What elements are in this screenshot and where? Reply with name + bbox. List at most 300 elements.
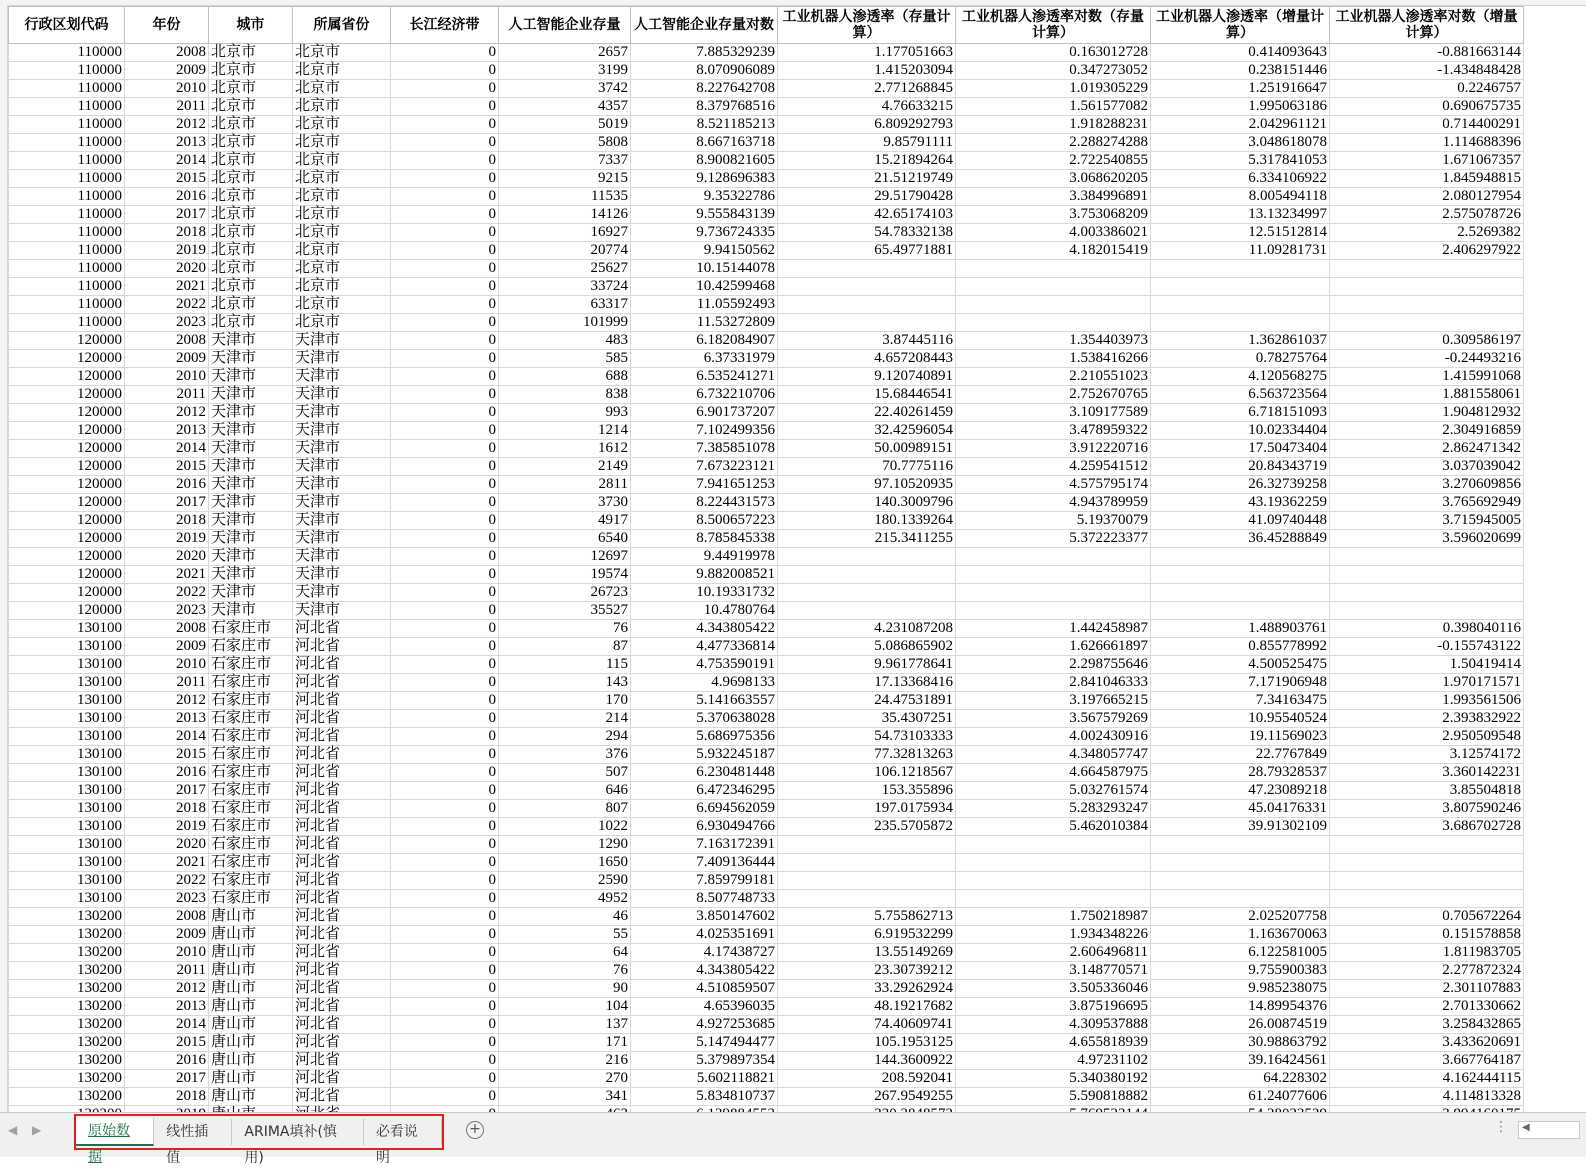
table-cell[interactable]: 1.019305229 [956,80,1151,98]
table-cell[interactable]: 115 [499,656,631,674]
table-cell[interactable]: 0 [391,1016,499,1034]
table-cell[interactable]: 河北省 [293,872,391,890]
table-cell[interactable]: 2011 [125,962,209,980]
table-cell[interactable]: 0.2246757 [1330,80,1524,98]
table-cell[interactable]: 2012 [125,116,209,134]
table-cell[interactable]: 1.993561506 [1330,692,1524,710]
table-cell[interactable]: 14.89954376 [1151,998,1330,1016]
table-cell[interactable]: 北京市 [293,98,391,116]
table-cell[interactable]: 130200 [9,962,125,980]
table-cell[interactable]: 0 [391,458,499,476]
table-cell[interactable]: 130100 [9,800,125,818]
table-cell[interactable]: 4.655818939 [956,1034,1151,1052]
table-cell[interactable]: 11535 [499,188,631,206]
table-cell[interactable]: 0 [391,998,499,1016]
table-cell[interactable]: 4.76633215 [778,98,956,116]
table-cell[interactable]: 天津市 [293,494,391,512]
table-cell[interactable]: 5.141663557 [631,692,778,710]
table-cell[interactable]: 河北省 [293,1070,391,1088]
table-cell[interactable]: 1.811983705 [1330,944,1524,962]
table-cell[interactable]: 天津市 [209,584,293,602]
table-cell[interactable]: 4.231087208 [778,620,956,638]
table-cell[interactable]: 153.355896 [778,782,956,800]
table-cell[interactable]: 0 [391,620,499,638]
column-header[interactable]: 工业机器人渗透率对数（增量计算） [1330,7,1524,44]
table-cell[interactable]: 2023 [125,890,209,908]
table-cell[interactable]: 4.309537888 [956,1016,1151,1034]
table-cell[interactable]: 河北省 [293,890,391,908]
table-cell[interactable]: 2011 [125,98,209,116]
table-cell[interactable]: 130100 [9,764,125,782]
table-cell[interactable]: 70.7775116 [778,458,956,476]
table-cell[interactable]: 8.224431573 [631,494,778,512]
table-cell[interactable]: 北京市 [293,116,391,134]
table-cell[interactable]: 110000 [9,80,125,98]
table-cell[interactable]: 14126 [499,206,631,224]
table-cell[interactable]: 2016 [125,188,209,206]
table-cell[interactable]: 0 [391,476,499,494]
table-cell[interactable]: 1.750218987 [956,908,1151,926]
table-cell[interactable]: 110000 [9,242,125,260]
table-cell[interactable]: 235.5705872 [778,818,956,836]
table-cell[interactable]: 天津市 [209,422,293,440]
table-cell[interactable]: 3.109177589 [956,404,1151,422]
table-cell[interactable]: 天津市 [293,332,391,350]
table-cell[interactable]: 5.147494477 [631,1034,778,1052]
table-cell[interactable]: 天津市 [293,422,391,440]
table-cell[interactable]: 130100 [9,620,125,638]
table-cell[interactable]: 2590 [499,872,631,890]
table-cell[interactable]: 3.686702728 [1330,818,1524,836]
table-cell[interactable]: 5.19370079 [956,512,1151,530]
table-cell[interactable]: 河北省 [293,944,391,962]
table-cell[interactable]: 2020 [125,548,209,566]
table-cell[interactable]: 4.003386021 [956,224,1151,242]
table-cell[interactable]: 河北省 [293,908,391,926]
table-cell[interactable]: 2019 [125,530,209,548]
table-cell[interactable]: 1.904812932 [1330,404,1524,422]
table-cell[interactable]: 北京市 [209,314,293,332]
table-cell[interactable]: 2009 [125,926,209,944]
table-cell[interactable]: 6.122581005 [1151,944,1330,962]
table-cell[interactable]: 5.370638028 [631,710,778,728]
table-cell[interactable]: 9.94150562 [631,242,778,260]
table-cell[interactable]: 2014 [125,440,209,458]
table-cell[interactable]: 1.177051663 [778,44,956,62]
table-cell[interactable]: 130100 [9,692,125,710]
table-cell[interactable]: 24.47531891 [778,692,956,710]
table-cell[interactable]: 10.19331732 [631,584,778,602]
table-cell[interactable] [1330,278,1524,296]
table-cell[interactable]: 7337 [499,152,631,170]
table-cell[interactable]: 2009 [125,350,209,368]
table-cell[interactable]: 105.1953125 [778,1034,956,1052]
table-cell[interactable]: 1.114688396 [1330,134,1524,152]
table-cell[interactable]: 2018 [125,224,209,242]
table-cell[interactable] [1151,584,1330,602]
table-cell[interactable]: -0.155743122 [1330,638,1524,656]
table-cell[interactable]: 0 [391,224,499,242]
column-header[interactable]: 工业机器人渗透率（增量计算） [1151,7,1330,44]
table-cell[interactable]: 267.9549255 [778,1088,956,1106]
table-cell[interactable]: 2013 [125,710,209,728]
table-cell[interactable]: 石家庄市 [209,854,293,872]
table-cell[interactable]: 0.163012728 [956,44,1151,62]
table-cell[interactable]: 石家庄市 [209,782,293,800]
table-cell[interactable]: 0 [391,944,499,962]
table-cell[interactable]: 2015 [125,458,209,476]
table-cell[interactable]: 5.755862713 [778,908,956,926]
table-cell[interactable]: 110000 [9,296,125,314]
table-cell[interactable]: 341 [499,1088,631,1106]
table-cell[interactable]: 130200 [9,1016,125,1034]
table-cell[interactable]: 3.505336046 [956,980,1151,998]
table-cell[interactable]: 45.04176331 [1151,800,1330,818]
table-cell[interactable]: 171 [499,1034,631,1052]
sheet-tab[interactable]: 原始数据 [76,1118,154,1146]
table-cell[interactable]: 5.686975356 [631,728,778,746]
table-cell[interactable]: 北京市 [293,44,391,62]
table-cell[interactable]: 河北省 [293,980,391,998]
table-cell[interactable]: 4.943789959 [956,494,1151,512]
table-cell[interactable]: 唐山市 [209,962,293,980]
table-cell[interactable]: 19574 [499,566,631,584]
table-cell[interactable]: 0 [391,890,499,908]
table-cell[interactable]: 3.384996891 [956,188,1151,206]
table-cell[interactable]: 5.834810737 [631,1088,778,1106]
table-cell[interactable]: 1.918288231 [956,116,1151,134]
table-cell[interactable]: 4.17438727 [631,944,778,962]
table-cell[interactable]: 2015 [125,746,209,764]
table-cell[interactable]: 19.11569023 [1151,728,1330,746]
table-cell[interactable] [1330,854,1524,872]
table-cell[interactable]: 河北省 [293,1088,391,1106]
table-cell[interactable] [778,278,956,296]
table-cell[interactable]: 5.032761574 [956,782,1151,800]
table-cell[interactable]: 1612 [499,440,631,458]
table-cell[interactable]: 2011 [125,386,209,404]
table-cell[interactable]: 0 [391,872,499,890]
table-cell[interactable]: 天津市 [209,386,293,404]
table-cell[interactable]: 130100 [9,674,125,692]
table-cell[interactable]: 0 [391,494,499,512]
table-cell[interactable]: 6.230481448 [631,764,778,782]
table-cell[interactable]: 0.398040116 [1330,620,1524,638]
table-cell[interactable]: 2.025207758 [1151,908,1330,926]
table-cell[interactable]: 2010 [125,656,209,674]
sheet-tab[interactable]: 线性插值 [154,1119,232,1145]
table-cell[interactable]: 唐山市 [209,980,293,998]
table-cell[interactable] [956,314,1151,332]
table-cell[interactable]: 585 [499,350,631,368]
table-cell[interactable] [956,890,1151,908]
table-cell[interactable]: 0 [391,206,499,224]
table-cell[interactable]: 天津市 [293,368,391,386]
table-cell[interactable]: 270 [499,1070,631,1088]
table-cell[interactable]: 8.227642708 [631,80,778,98]
table-cell[interactable]: 33.29262924 [778,980,956,998]
table-cell[interactable]: 1.671067357 [1330,152,1524,170]
table-cell[interactable]: 北京市 [293,296,391,314]
table-cell[interactable]: 8.379768516 [631,98,778,116]
table-cell[interactable]: 2008 [125,620,209,638]
table-cell[interactable]: 0 [391,1088,499,1106]
table-cell[interactable]: 110000 [9,44,125,62]
table-cell[interactable]: 3.765692949 [1330,494,1524,512]
table-cell[interactable]: 2.950509548 [1330,728,1524,746]
table-cell[interactable]: 1650 [499,854,631,872]
table-cell[interactable]: 石家庄市 [209,710,293,728]
table-cell[interactable]: 32.42596054 [778,422,956,440]
table-cell[interactable]: 5.932245187 [631,746,778,764]
table-cell[interactable]: 5.340380192 [956,1070,1151,1088]
table-cell[interactable]: 天津市 [209,440,293,458]
table-cell[interactable]: 北京市 [293,278,391,296]
table-cell[interactable]: 唐山市 [209,926,293,944]
table-cell[interactable]: 石家庄市 [209,890,293,908]
table-cell[interactable]: 11.05592493 [631,296,778,314]
table-cell[interactable]: 河北省 [293,1034,391,1052]
table-cell[interactable]: 2016 [125,1052,209,1070]
table-cell[interactable]: 2.042961121 [1151,116,1330,134]
table-cell[interactable]: 12697 [499,548,631,566]
table-cell[interactable]: 4.348057747 [956,746,1151,764]
table-cell[interactable]: 2012 [125,404,209,422]
table-cell[interactable]: 6.809292793 [778,116,956,134]
table-cell[interactable] [1330,260,1524,278]
table-cell[interactable]: 13.13234997 [1151,206,1330,224]
table-cell[interactable]: 3.85504818 [1330,782,1524,800]
table-cell[interactable]: 0 [391,962,499,980]
table-cell[interactable]: 4952 [499,890,631,908]
table-cell[interactable]: 河北省 [293,728,391,746]
table-cell[interactable]: 3.270609856 [1330,476,1524,494]
table-cell[interactable]: 0 [391,1070,499,1088]
table-cell[interactable]: 1.354403973 [956,332,1151,350]
table-cell[interactable] [1330,890,1524,908]
table-cell[interactable]: 7.673223121 [631,458,778,476]
table-cell[interactable]: 42.65174103 [778,206,956,224]
table-cell[interactable] [778,296,956,314]
table-cell[interactable] [1330,314,1524,332]
table-cell[interactable]: 1.845948815 [1330,170,1524,188]
table-cell[interactable] [1330,836,1524,854]
table-cell[interactable]: 3.596020699 [1330,530,1524,548]
table-cell[interactable]: 2023 [125,602,209,620]
table-cell[interactable]: 2019 [125,242,209,260]
table-cell[interactable]: 16927 [499,224,631,242]
table-cell[interactable]: 130200 [9,1088,125,1106]
table-cell[interactable] [956,296,1151,314]
table-cell[interactable]: 0 [391,260,499,278]
table-cell[interactable]: 8.070906089 [631,62,778,80]
table-cell[interactable]: 0 [391,764,499,782]
table-cell[interactable]: 2018 [125,1088,209,1106]
table-cell[interactable] [956,602,1151,620]
table-cell[interactable]: 3.715945005 [1330,512,1524,530]
table-cell[interactable]: 0 [391,422,499,440]
table-cell[interactable]: 6.694562059 [631,800,778,818]
table-cell[interactable]: 7.34163475 [1151,692,1330,710]
table-cell[interactable]: 9.128696383 [631,170,778,188]
sheet-tab[interactable]: 必看说明 [364,1119,442,1145]
table-cell[interactable]: 9215 [499,170,631,188]
table-cell[interactable]: 北京市 [293,62,391,80]
table-cell[interactable]: 23.30739212 [778,962,956,980]
table-cell[interactable]: 4.162444115 [1330,1070,1524,1088]
table-cell[interactable]: 2.701330662 [1330,998,1524,1016]
table-cell[interactable]: 28.79328537 [1151,764,1330,782]
table-cell[interactable]: 25627 [499,260,631,278]
table-cell[interactable] [778,836,956,854]
table-cell[interactable]: 35527 [499,602,631,620]
table-cell[interactable]: 北京市 [209,152,293,170]
table-cell[interactable] [778,602,956,620]
table-cell[interactable]: 483 [499,332,631,350]
table-cell[interactable]: 3.87445116 [778,332,956,350]
row-header-strip[interactable] [0,5,8,1112]
table-cell[interactable]: 5.086865902 [778,638,956,656]
table-cell[interactable]: 54.78332138 [778,224,956,242]
table-cell[interactable]: 2149 [499,458,631,476]
table-cell[interactable]: 10.4780764 [631,602,778,620]
table-cell[interactable]: 130200 [9,998,125,1016]
table-cell[interactable]: 39.16424561 [1151,1052,1330,1070]
table-cell[interactable]: 9.35322786 [631,188,778,206]
table-cell[interactable]: 9.736724335 [631,224,778,242]
table-cell[interactable]: 1.970171571 [1330,674,1524,692]
table-cell[interactable]: 0 [391,548,499,566]
table-cell[interactable]: 北京市 [293,260,391,278]
table-cell[interactable]: 5.283293247 [956,800,1151,818]
table-cell[interactable]: 120000 [9,584,125,602]
table-cell[interactable]: 0 [391,674,499,692]
table-cell[interactable]: 110000 [9,152,125,170]
table-cell[interactable]: 0.690675735 [1330,98,1524,116]
table-cell[interactable]: 石家庄市 [209,674,293,692]
table-cell[interactable]: 64 [499,944,631,962]
table-cell[interactable]: 2017 [125,494,209,512]
table-cell[interactable]: 5.590818882 [956,1088,1151,1106]
table-cell[interactable]: 110000 [9,260,125,278]
table-cell[interactable] [778,260,956,278]
triangle-left-icon[interactable]: ◀ [8,1123,18,1137]
table-cell[interactable]: 7.163172391 [631,836,778,854]
table-cell[interactable]: 9.555843139 [631,206,778,224]
table-cell[interactable]: 唐山市 [209,1034,293,1052]
table-cell[interactable]: 90 [499,980,631,998]
table-cell[interactable]: 天津市 [209,404,293,422]
table-cell[interactable]: 0 [391,332,499,350]
table-cell[interactable]: 9.985238075 [1151,980,1330,998]
table-cell[interactable]: 33724 [499,278,631,296]
table-cell[interactable]: 208.592041 [778,1070,956,1088]
table-cell[interactable]: 120000 [9,458,125,476]
table-cell[interactable]: 2017 [125,206,209,224]
table-cell[interactable]: 2022 [125,872,209,890]
table-cell[interactable]: 河北省 [293,854,391,872]
table-cell[interactable]: 6.732210706 [631,386,778,404]
table-cell[interactable]: 2.606496811 [956,944,1151,962]
table-cell[interactable]: 6.901737207 [631,404,778,422]
table-cell[interactable]: 河北省 [293,656,391,674]
table-cell[interactable]: 65.49771881 [778,242,956,260]
table-cell[interactable]: 2.277872324 [1330,962,1524,980]
table-cell[interactable]: 天津市 [209,602,293,620]
table-cell[interactable]: 2.575078726 [1330,206,1524,224]
table-cell[interactable]: 天津市 [209,548,293,566]
table-cell[interactable] [778,314,956,332]
table-cell[interactable]: 0 [391,602,499,620]
table-cell[interactable]: 130100 [9,872,125,890]
table-cell[interactable]: 39.91302109 [1151,818,1330,836]
table-cell[interactable]: 0 [391,566,499,584]
table-cell[interactable]: 唐山市 [209,1070,293,1088]
table-cell[interactable]: 110000 [9,134,125,152]
sheet-tab[interactable]: ARIMA填补(慎用) [232,1119,363,1145]
table-cell[interactable]: 4.575795174 [956,476,1151,494]
table-cell[interactable]: 0.347273052 [956,62,1151,80]
table-cell[interactable]: 2.288274288 [956,134,1151,152]
table-cell[interactable]: 0 [391,314,499,332]
column-header[interactable]: 工业机器人渗透率（存量计算） [778,7,956,44]
table-cell[interactable]: 北京市 [209,260,293,278]
table-cell[interactable]: 110000 [9,62,125,80]
table-cell[interactable]: 4.65396035 [631,998,778,1016]
table-cell[interactable]: 1.934348226 [956,926,1151,944]
table-cell[interactable]: 石家庄市 [209,692,293,710]
table-cell[interactable]: 143 [499,674,631,692]
table-cell[interactable] [1151,314,1330,332]
table-cell[interactable]: 3.807590246 [1330,800,1524,818]
table-cell[interactable]: 26723 [499,584,631,602]
table-cell[interactable]: 137 [499,1016,631,1034]
table-cell[interactable]: 0 [391,350,499,368]
table-cell[interactable]: 北京市 [293,170,391,188]
table-cell[interactable]: 1.50419414 [1330,656,1524,674]
table-cell[interactable]: 7.885329239 [631,44,778,62]
table-cell[interactable]: 6.334106922 [1151,170,1330,188]
table-cell[interactable]: 2.771268845 [778,80,956,98]
table-cell[interactable]: 北京市 [293,80,391,98]
table-cell[interactable]: 2.862471342 [1330,440,1524,458]
table-cell[interactable]: 64.228302 [1151,1070,1330,1088]
table-cell[interactable]: 6.37331979 [631,350,778,368]
table-cell[interactable]: 1.626661897 [956,638,1151,656]
table-cell[interactable]: 石家庄市 [209,818,293,836]
table-cell[interactable]: 2012 [125,980,209,998]
table-cell[interactable]: 天津市 [293,458,391,476]
table-cell[interactable] [1330,566,1524,584]
table-cell[interactable]: 3.068620205 [956,170,1151,188]
table-cell[interactable]: 12.51512814 [1151,224,1330,242]
table-cell[interactable]: 石家庄市 [209,728,293,746]
table-cell[interactable]: 8.667163718 [631,134,778,152]
table-cell[interactable]: 6.182084907 [631,332,778,350]
table-cell[interactable]: 河北省 [293,620,391,638]
table-cell[interactable]: 130100 [9,890,125,908]
table-cell[interactable]: 石家庄市 [209,836,293,854]
table-cell[interactable]: 7.409136444 [631,854,778,872]
table-cell[interactable]: 0.414093643 [1151,44,1330,62]
table-cell[interactable]: 0 [391,278,499,296]
table-cell[interactable]: 0 [391,854,499,872]
table-cell[interactable]: 120000 [9,494,125,512]
table-cell[interactable]: 2014 [125,152,209,170]
table-cell[interactable]: 3742 [499,80,631,98]
table-cell[interactable]: 2019 [125,818,209,836]
table-cell[interactable]: 5.602118821 [631,1070,778,1088]
